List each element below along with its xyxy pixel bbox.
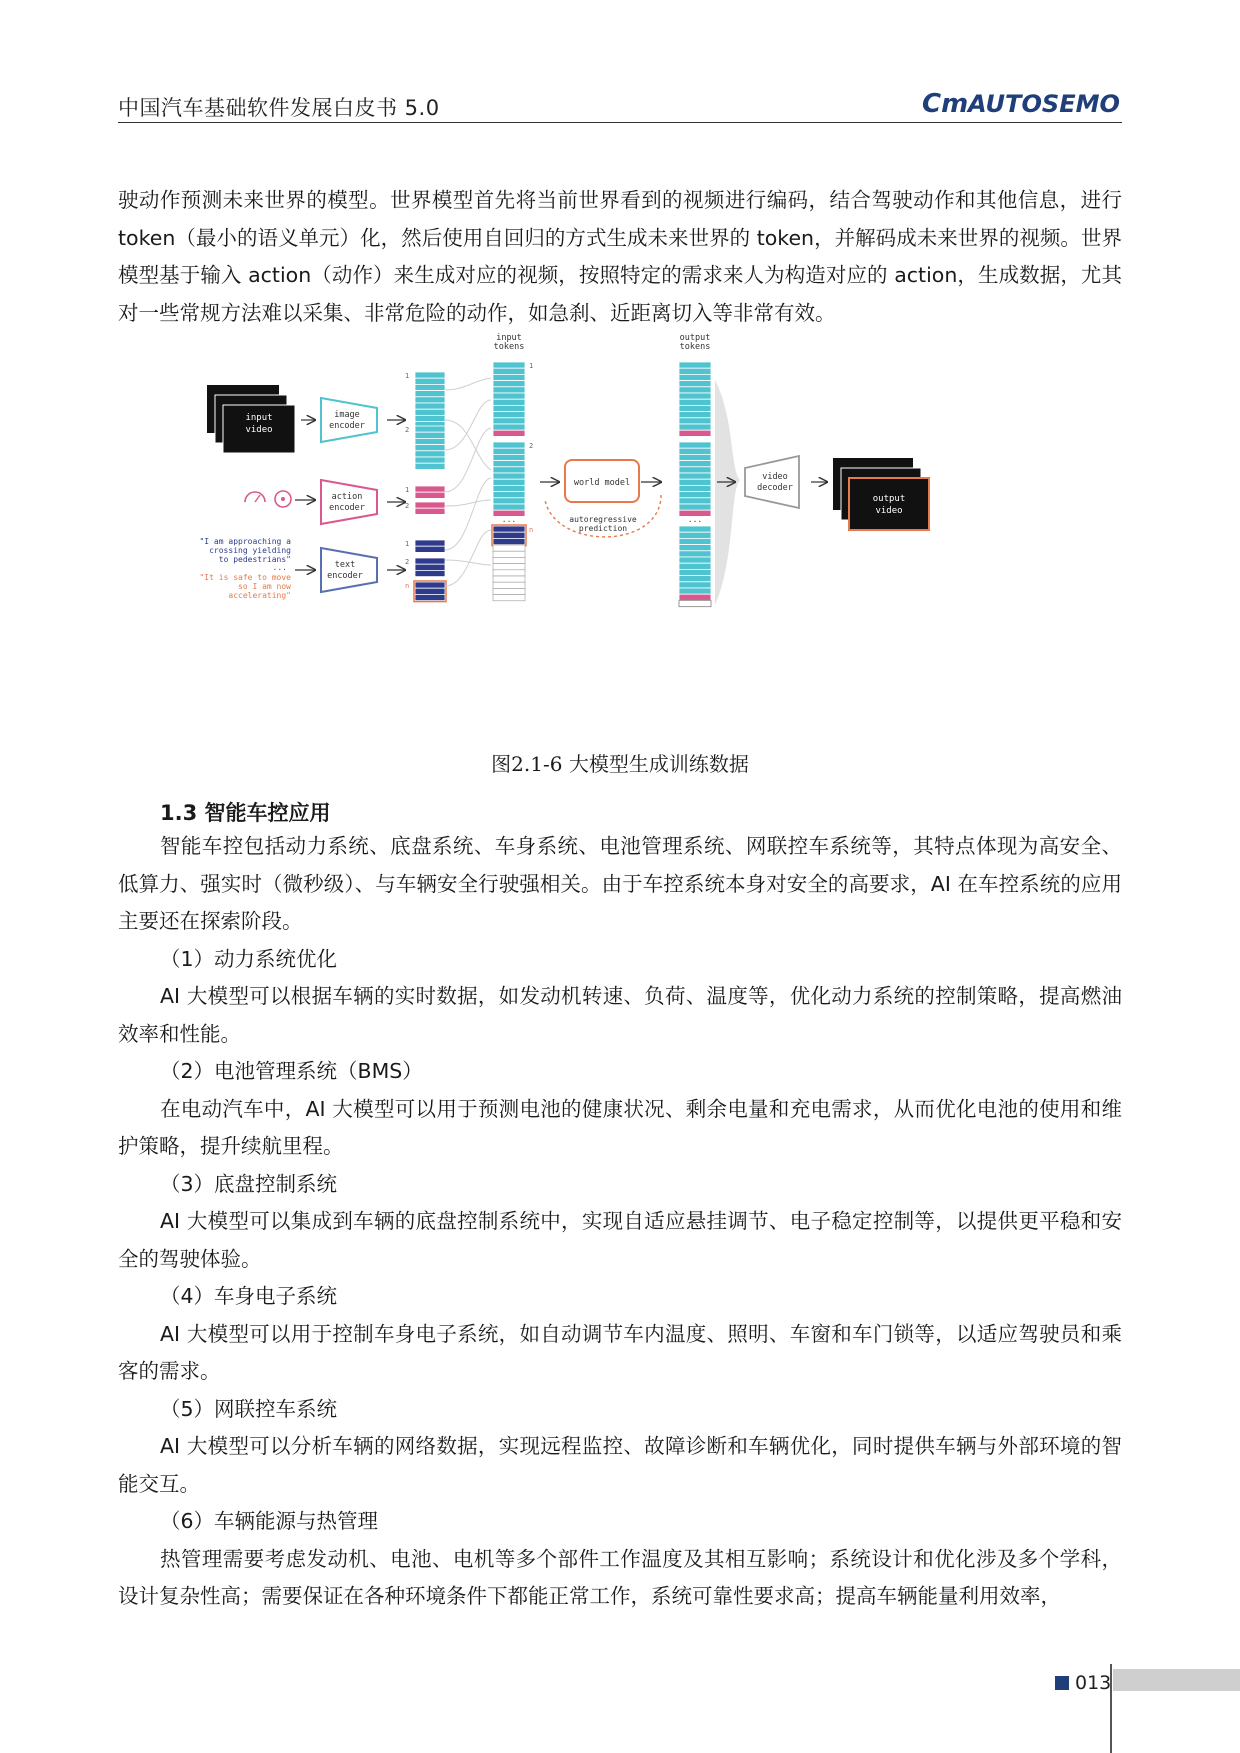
token-cell: [679, 498, 711, 504]
token-cell: [493, 461, 525, 467]
input-video-label: input: [245, 413, 273, 423]
token-cell: [493, 526, 525, 532]
token-cell: [679, 418, 711, 424]
token-cell: [415, 582, 445, 588]
token-cell: [415, 451, 445, 457]
page-number: [1055, 1670, 1111, 1696]
video-decoder: [745, 456, 799, 508]
world-model-label: world model: [573, 478, 631, 488]
item-text: 热管理需要考虑发动机、电池、电机等多个部件工作温度及其相互影响；系统设计和优化涉及多个学科，设计复杂性高；需要保证在各种环境条件下都能正常工作，系统可靠性要求高；提高车辆能量利用效率，: [118, 1546, 1122, 1608]
output-token-column: [679, 362, 711, 607]
token-cell: [679, 569, 711, 575]
token-index-label: n: [529, 526, 534, 534]
token-cell: [679, 467, 711, 473]
token-ellipsis: ...: [501, 515, 517, 524]
token-cell: [493, 381, 525, 387]
token-cell: [415, 492, 445, 498]
token-cell: [679, 594, 711, 600]
token-cell: [415, 463, 445, 469]
token-cell: [493, 368, 525, 374]
token-cell: [415, 403, 445, 409]
svg-text:accelerating": accelerating": [228, 591, 291, 600]
token-cell: [415, 570, 445, 576]
token-cell: [493, 412, 525, 418]
token-cell: [493, 393, 525, 399]
item-text: AI 大模型可以分析车辆的网络数据，实现远程监控、故障诊断和车辆优化，同时提供车辆与外部环境的智能交互。: [118, 1434, 1122, 1496]
token-cell: [679, 492, 711, 498]
token-cell: [493, 485, 525, 491]
token-cell: [679, 526, 711, 532]
item-title: （1）动力系统优化: [160, 946, 338, 971]
svg-text:prediction: prediction: [578, 524, 628, 533]
text-encoder-label: text: [334, 560, 356, 570]
item-text: 在电动汽车中，AI 大模型可以用于预测电池的健康状况、剩余电量和充电需求，从而优化电池的使用和维护策略，提升续航里程。: [118, 1096, 1122, 1158]
token-index-label: 1: [529, 362, 534, 370]
token-cell: [679, 393, 711, 399]
item-text: AI 大模型可以集成到车辆的底盘控制系统中，实现自适应悬挂调节、电子稳定控制等，以提供更平稳和安全的驾驶体验。: [118, 1209, 1122, 1271]
empty-token-cell: [493, 545, 525, 551]
token-cell: [679, 538, 711, 544]
token-index-label: 2: [405, 502, 410, 510]
item-text: AI 大模型可以用于控制车身电子系统，如自动调节车内温度、照明、车窗和车门锁等，以适应驾驶员和乘客的需求。: [118, 1321, 1122, 1383]
svg-text:tokens: tokens: [493, 342, 525, 352]
token-cell: [415, 397, 445, 403]
input-video-frames: [207, 385, 295, 453]
routing-curves: [445, 378, 491, 586]
token-cell: [679, 399, 711, 405]
empty-token-cell: [493, 570, 525, 576]
token-cell: [415, 540, 445, 546]
token-cell: [679, 479, 711, 485]
token-cell: [493, 442, 525, 448]
page-number-text: 013: [1075, 1672, 1112, 1694]
token-cell: [679, 582, 711, 588]
empty-token-cell: [493, 557, 525, 563]
autosemo-logo: [922, 88, 1122, 118]
svg-text:so I am now: so I am now: [238, 582, 291, 591]
token-cell: [679, 381, 711, 387]
token-cell: [493, 538, 525, 544]
token-cell: [679, 485, 711, 491]
autoregressive-label: autoregressive: [569, 515, 637, 524]
token-cell: [679, 424, 711, 430]
token-index-label: 1: [405, 372, 410, 380]
svg-text:to pedestrians": to pedestrians": [218, 555, 291, 564]
header-rule: [118, 122, 1122, 123]
svg-text:"It is safe to move: "It is safe to move: [199, 573, 291, 582]
text-quotes: [199, 537, 291, 600]
token-cell: [415, 426, 445, 432]
logo-mark: Cm: [922, 89, 969, 119]
svg-text:video: video: [875, 506, 903, 516]
item-title: （4）车身电子系统: [160, 1284, 338, 1308]
svg-text:video: video: [245, 425, 273, 435]
token-cell: [493, 479, 525, 485]
token-cell: [679, 473, 711, 479]
token-cell: [415, 546, 445, 552]
token-cell: [415, 391, 445, 397]
item-title: （5）网联控车系统: [160, 1396, 338, 1421]
token-cell: [679, 448, 711, 454]
output-tokens-label: output: [679, 333, 711, 343]
empty-token-cell: [493, 582, 525, 588]
svg-text:"I am approaching a: "I am approaching a: [199, 537, 291, 546]
token-cell: [679, 551, 711, 557]
encoder-token-stacks: [405, 372, 446, 602]
image-encoder: [321, 398, 377, 442]
token-cell: [493, 532, 525, 538]
empty-token-cell: [493, 551, 525, 557]
intro-paragraph: 驶动作预测未来世界的模型。世界模型首先将当前世界看到的视频进行编码，结合驾驶动作和其他信息，进行 token（最小的语义单元）化，然后使用自回归的方式生成未来世界的 token，并解码成未来世界的视频。世界模型基于输入 action（动作）来生成对应的视频，按照特定的需求来人为构造对应的 action，生成数据，尤其对一些常规方法难以采集、非常危险的动作，如急刹、近距离切入等非常有效。: [118, 188, 1122, 325]
token-ellipsis: ...: [687, 515, 703, 524]
token-index-label: 1: [405, 486, 410, 494]
token-cell: [493, 424, 525, 430]
token-cell: [679, 532, 711, 538]
empty-token-cell: [493, 595, 525, 601]
token-cell: [679, 412, 711, 418]
image-encoder-label: image: [334, 410, 360, 420]
token-cell: [679, 405, 711, 411]
svg-text:crossing yielding: crossing yielding: [209, 546, 291, 555]
token-cell: [415, 445, 445, 451]
item-text: AI 大模型可以根据车辆的实时数据，如发动机转速、负荷、温度等，优化动力系统的控制策略，提高燃油效率和性能。: [118, 984, 1122, 1046]
token-index-label: n: [405, 582, 410, 590]
item-title: （2）电池管理系统（BMS）: [160, 1059, 423, 1083]
page-number-square: [1055, 1676, 1069, 1690]
token-cell: [415, 438, 445, 444]
token-cell: [679, 563, 711, 569]
world-model-box: [565, 460, 639, 502]
token-cell: [679, 454, 711, 460]
svg-text:encoder: encoder: [329, 421, 365, 431]
token-cell: [679, 461, 711, 467]
token-cell: [679, 362, 711, 368]
figure-caption: 图2.1-6 大模型生成训练数据: [491, 752, 749, 776]
token-cell: [679, 374, 711, 380]
output-video-frames: [833, 458, 929, 530]
token-cell: [493, 473, 525, 479]
token-cell: [679, 588, 711, 594]
output-video-label: output: [872, 494, 906, 504]
svg-text:...: ...: [272, 563, 287, 572]
video-decoder-label: video: [762, 472, 788, 482]
empty-token-cell: [493, 588, 525, 594]
token-index-label: 2: [405, 426, 410, 434]
token-cell: [415, 588, 445, 594]
token-cell: [493, 387, 525, 393]
token-cell: [415, 415, 445, 421]
world-model-diagram: [195, 333, 1045, 680]
logo-text: AUTOSEMO: [965, 90, 1120, 118]
token-cell: [493, 454, 525, 460]
token-cell: [493, 405, 525, 411]
token-index-label: 1: [405, 540, 410, 548]
input-tokens-label: input: [496, 333, 522, 343]
svg-text:encoder: encoder: [329, 503, 365, 513]
token-cell: [493, 498, 525, 504]
token-cell: [415, 564, 445, 570]
page-header: [118, 88, 1122, 122]
steering-wheel-icon: [275, 491, 291, 507]
token-cell: [415, 384, 445, 390]
empty-token-cell: [679, 600, 711, 606]
section-intro: 智能车控包括动力系统、底盘系统、车身系统、电池管理系统、网联控车系统等，其特点体现为高安全、低算力、强实时（微秒级）、与车辆安全行驶强相关。由于车控系统本身对安全的高要求，AI 在车控系统的应用主要还在探索阶段。: [118, 834, 1122, 933]
token-cell: [415, 432, 445, 438]
token-cell: [493, 492, 525, 498]
token-cell: [493, 430, 525, 436]
action-encoder: [321, 480, 377, 524]
token-cell: [493, 448, 525, 454]
header-title: 中国汽车基础软件发展白皮书 5.0: [118, 96, 440, 120]
item-title: （6）车辆能源与热管理: [160, 1509, 379, 1533]
token-cell: [493, 374, 525, 380]
token-cell: [415, 594, 445, 600]
token-cell: [415, 378, 445, 384]
item-title: （3）底盘控制系统: [160, 1171, 338, 1196]
action-encoder-label: action: [331, 492, 363, 502]
empty-token-cell: [493, 576, 525, 582]
token-cell: [679, 442, 711, 448]
token-cell: [493, 504, 525, 510]
token-cell: [415, 457, 445, 463]
token-cell: [415, 558, 445, 564]
token-cell: [415, 372, 445, 378]
token-cell: [679, 504, 711, 510]
token-cell: [493, 418, 525, 424]
footer-bar: [1113, 1669, 1240, 1691]
token-cell: [493, 362, 525, 368]
input-token-column: [492, 362, 533, 601]
svg-text:tokens: tokens: [679, 342, 711, 352]
token-cell: [415, 409, 445, 415]
gauge-icon: [245, 492, 265, 502]
token-cell: [415, 502, 445, 508]
section-heading: 1.3 智能车控应用: [160, 801, 331, 825]
token-cell: [679, 576, 711, 582]
svg-text:decoder: decoder: [757, 483, 793, 493]
token-cell: [415, 486, 445, 492]
token-cell: [679, 368, 711, 374]
section-body: [118, 828, 1122, 1616]
token-cell: [493, 467, 525, 473]
token-cell: [679, 545, 711, 551]
svg-text:encoder: encoder: [327, 571, 363, 581]
empty-token-cell: [493, 564, 525, 570]
token-cell: [679, 557, 711, 563]
token-cell: [679, 387, 711, 393]
token-cell: [493, 399, 525, 405]
token-index-label: 2: [405, 558, 410, 566]
text-encoder: [321, 548, 377, 592]
token-cell: [415, 508, 445, 514]
token-index-label: 2: [529, 442, 534, 450]
token-cell: [679, 430, 711, 436]
